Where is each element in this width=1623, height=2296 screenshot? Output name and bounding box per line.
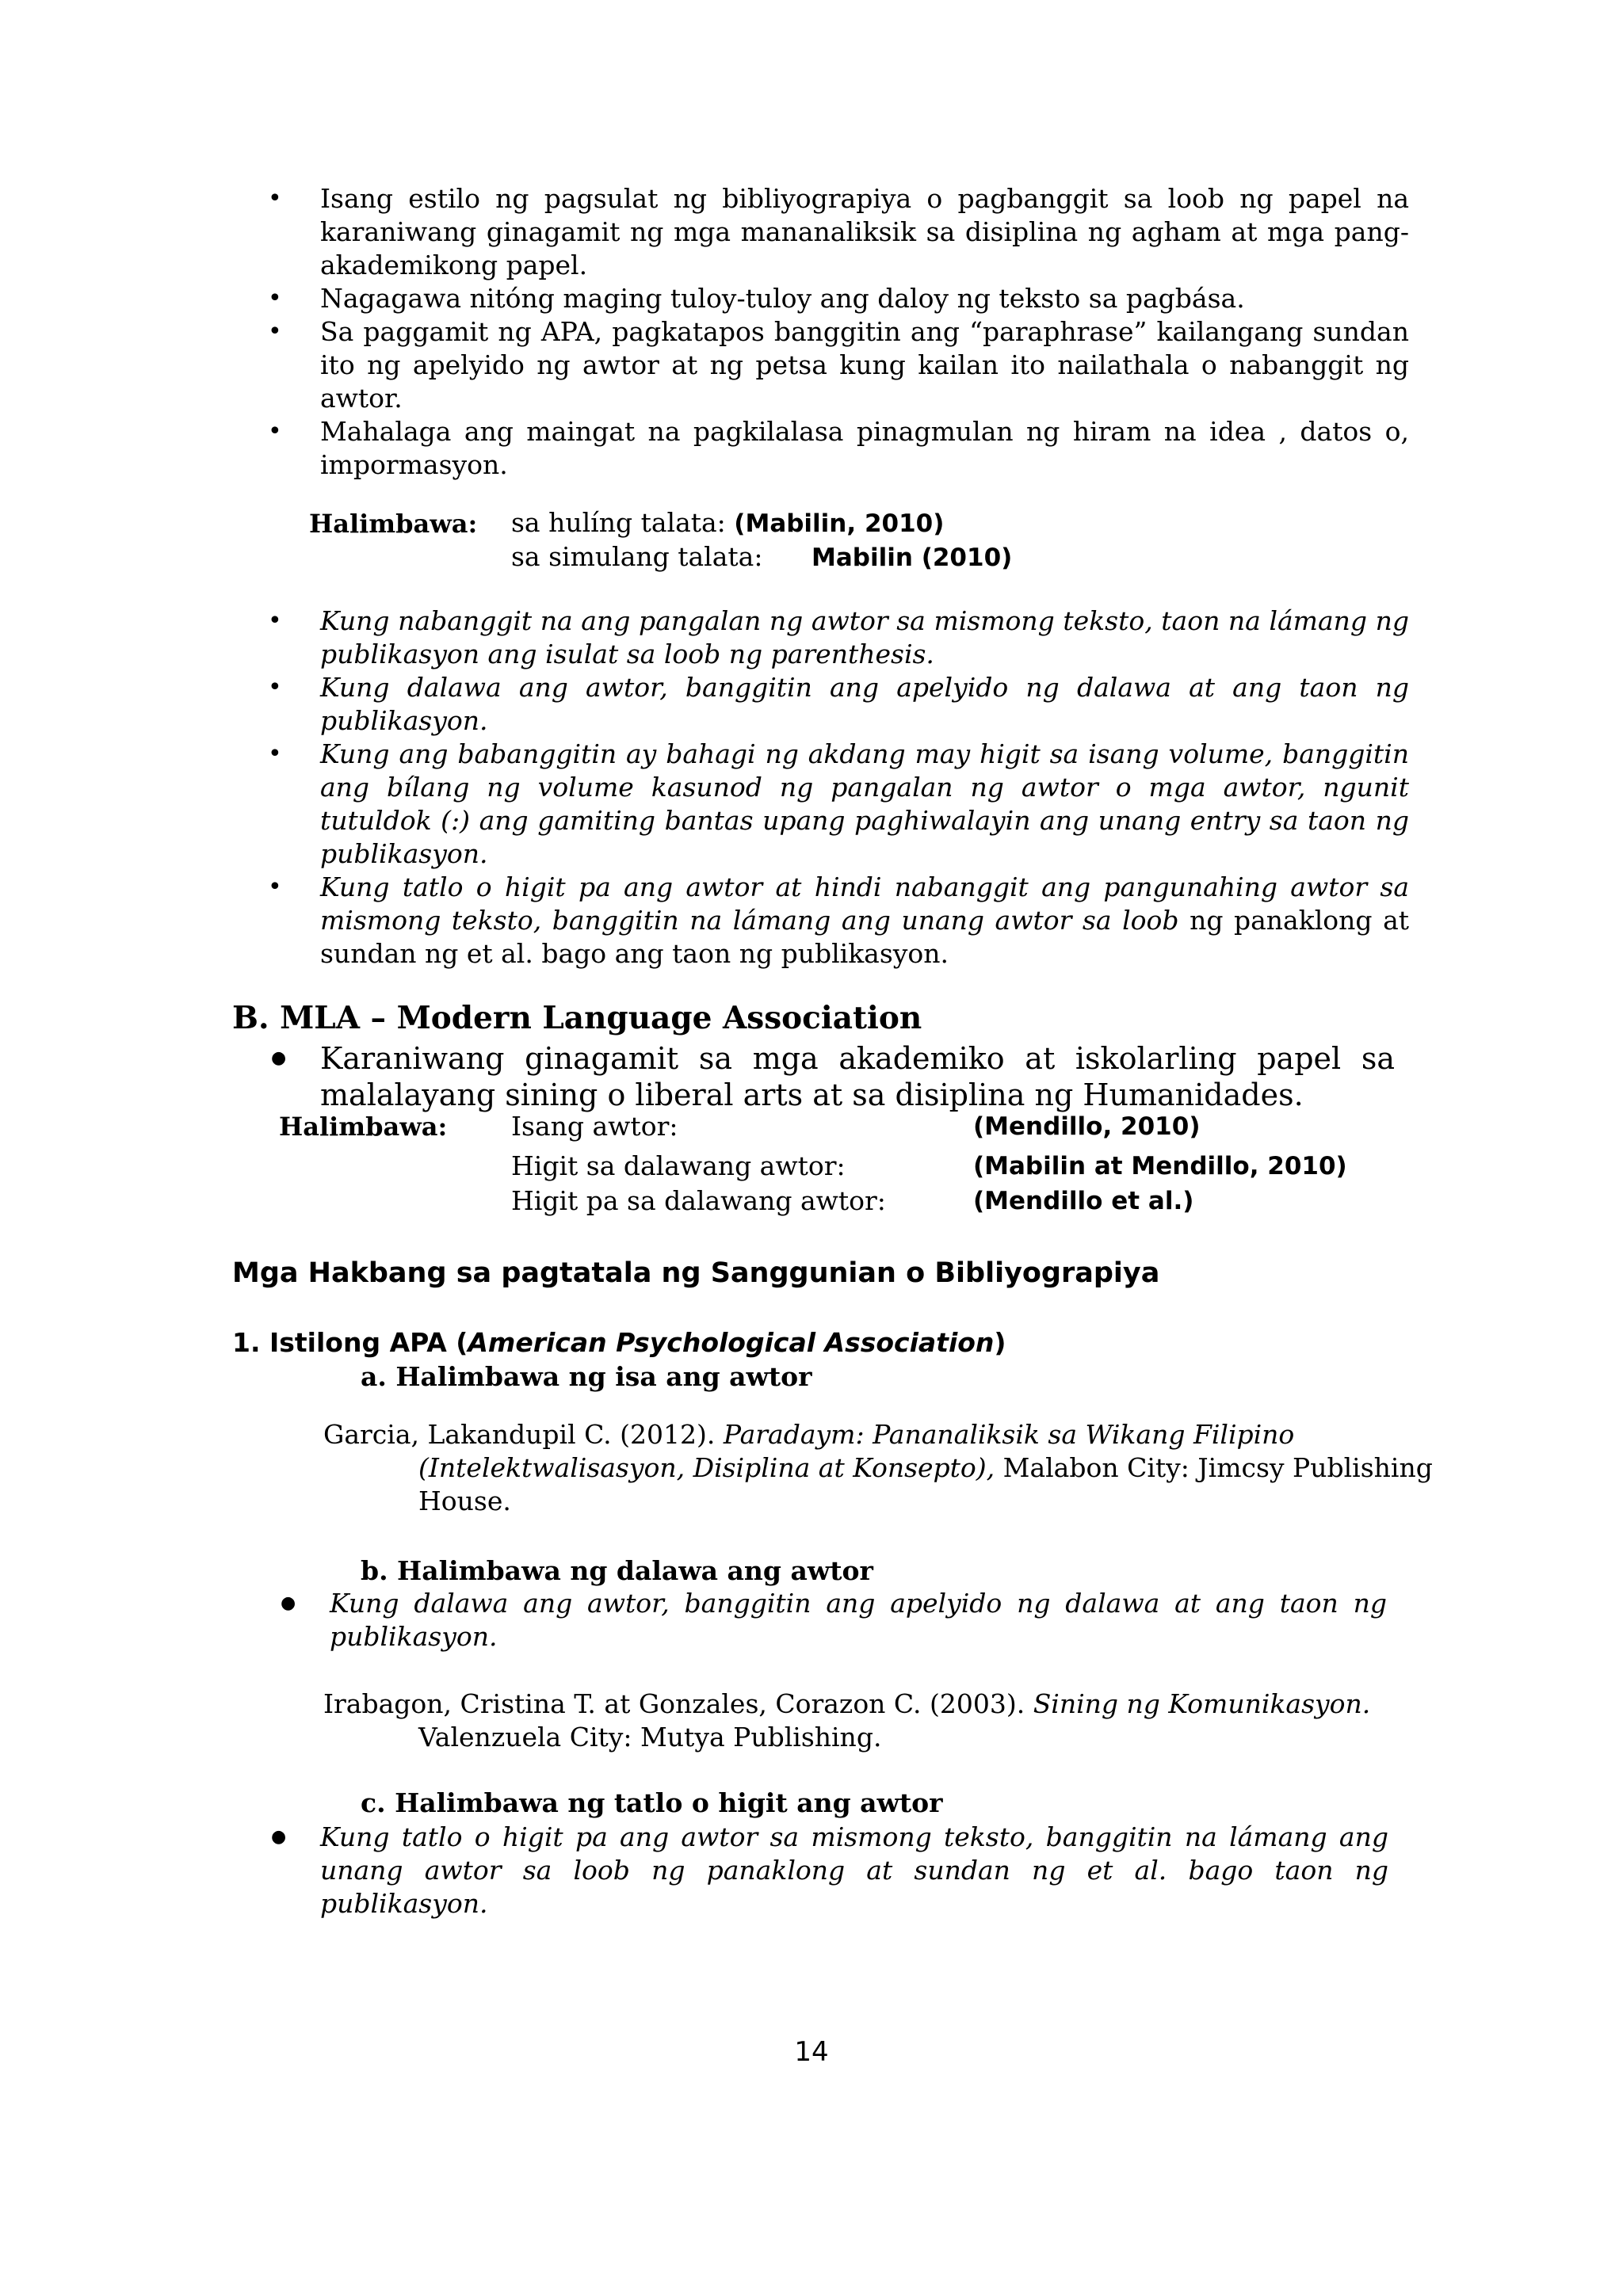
list-item: ● Kung tatlo o higit pa ang awtor sa mismong teksto, banggitin na lámang ang unang awtor sa loob ng panaklong at sundan ng et al. bago taon ng publikasyon. xyxy=(268,1821,1388,1920)
step-b-bullet-list xyxy=(277,1587,1387,1653)
reference-b-author: Irabagon, Cristina T. at Gonzales, Corazon C. (2003). xyxy=(323,1688,1033,1719)
example-line-1-text: sa hulíng talata: xyxy=(511,507,735,538)
list-item: • Kung ang babanggitin ay bahagi ng akdang may higit sa isang volume, banggitin ang bílang ng volume kasunod ng pangalan ng awtor o mga awtor, ngunit tutuldok (:) ang gamiting bantas upang paghiwalayin ang unang entry sa taon ng publikasyon. xyxy=(268,738,1409,871)
list-item: ● Kung dalawa ang awtor, banggitin ang apelyido ng dalawa at ang taon ng publikasyon. xyxy=(277,1587,1387,1653)
list-item: • Isang estilo ng pagsulat ng bibliyograpiya o pagbanggit sa loob ng papel na karaniwang ginagamit ng mga mananaliksik sa disiplina ng agham at mga pang-akademikong papel. xyxy=(268,182,1409,282)
reference-a xyxy=(323,1418,1480,1518)
list-item: • Sa paggamit ng APA, pagkatapos banggitin ang “paraphrase” kailangang sundan ito ng apelyido ng awtor at ng petsa kung kailan ito nailathala o nabanggit ng awtor. xyxy=(268,315,1409,415)
list-item xyxy=(268,871,1409,971)
reference-b-publisher: Valenzuela City: Mutya Publishing. xyxy=(418,1722,882,1753)
reference-b-title: Sining ng Komunikasyon. xyxy=(1033,1688,1371,1719)
list-item: • Nagagawa nitóng maging tuloy-tuloy ang daloy ng teksto sa pagbása. xyxy=(268,282,1409,315)
example-line-1 xyxy=(511,507,944,538)
example-line-2 xyxy=(511,541,762,572)
list-item: • Kung dalawa ang awtor, banggitin ang apelyido ng dalawa at ang taon ng publikasyon. xyxy=(268,671,1409,738)
step-c-bullet-list xyxy=(268,1821,1388,1920)
example-line-2-text: sa simulang talata: xyxy=(511,541,763,572)
mla-bullet-list xyxy=(268,1040,1395,1113)
apa-rules-list-last xyxy=(268,871,1409,971)
example-label: Halimbawa: xyxy=(309,509,478,539)
list-item: • Kung nabanggit na ang pangalan ng awtor sa mismong teksto, taon na lámang ng publikasyon ang isulat sa loob ng parenthesis. xyxy=(268,605,1409,671)
step-1-pre: 1. Istilong APA ( xyxy=(232,1327,468,1358)
list-item-normal: ng panaklong at sundan ng et al. bago ang taon ng publikasyon. xyxy=(320,905,1410,969)
mla-row-3-text: Higit pa sa dalawang awtor: xyxy=(511,1185,886,1216)
example-line-1-value: (Mabilin, 2010) xyxy=(734,509,945,538)
mla-row-3-value: (Mendillo et al.) xyxy=(973,1187,1194,1215)
apa-rules-list xyxy=(268,605,1409,871)
mla-heading: B. MLA – Modern Language Association xyxy=(232,1000,922,1036)
mla-row-1-value: (Mendillo, 2010) xyxy=(973,1112,1201,1141)
step-1-post: ) xyxy=(994,1327,1006,1358)
step-c-label: c. Halimbawa ng tatlo o higit ang awtor xyxy=(361,1787,943,1818)
mla-row-2-value: (Mabilin at Mendillo, 2010) xyxy=(973,1152,1347,1180)
apa-bullet-list xyxy=(268,182,1409,482)
step-a-label: a. Halimbawa ng isa ang awtor xyxy=(361,1361,812,1392)
reference-a-title: Paradaym: Pananaliksik sa Wikang Filipino (Intelektwalisasyon, Disiplina at Konsepto), xyxy=(418,1419,1295,1483)
mla-row-2-text: Higit sa dalawang awtor: xyxy=(511,1150,846,1181)
step-1-heading xyxy=(232,1327,1006,1358)
steps-heading: Mga Hakbang sa pagtatala ng Sanggunian o Bibliyograpiya xyxy=(232,1257,1160,1289)
reference-a-publisher: Malabon City: Jimcsy Publishing House. xyxy=(418,1452,1433,1516)
list-item-italic: Kung tatlo o higit pa ang awtor at hindi nabanggit ang pangunahing awtor sa mismong teksto, banggitin na lámang ang unang awtor sa loob xyxy=(320,871,1409,936)
example-line-2-value-wrap xyxy=(812,541,1012,572)
reference-a-author: Garcia, Lakandupil C. (2012). xyxy=(323,1419,724,1450)
step-1-italic: American Psychological Association xyxy=(468,1327,995,1358)
list-item: ● Karaniwang ginagamit sa mga akademiko at iskolarling papel sa malalayang sining o liberal arts at sa disiplina ng Humanidades. xyxy=(268,1040,1395,1113)
list-item: • Mahalaga ang maingat na pagkilalasa pinagmulan ng hiram na idea , datos o, impormasyon. xyxy=(268,415,1409,482)
example-line-2-value: Mabilin (2010) xyxy=(812,543,1013,572)
mla-row-1-text: Isang awtor: xyxy=(511,1111,678,1142)
reference-b xyxy=(323,1688,1480,1754)
step-b-label: b. Halimbawa ng dalawa ang awtor xyxy=(361,1555,873,1586)
page-number: 14 xyxy=(794,2036,829,2068)
mla-example-label: Halimbawa: xyxy=(279,1112,448,1142)
